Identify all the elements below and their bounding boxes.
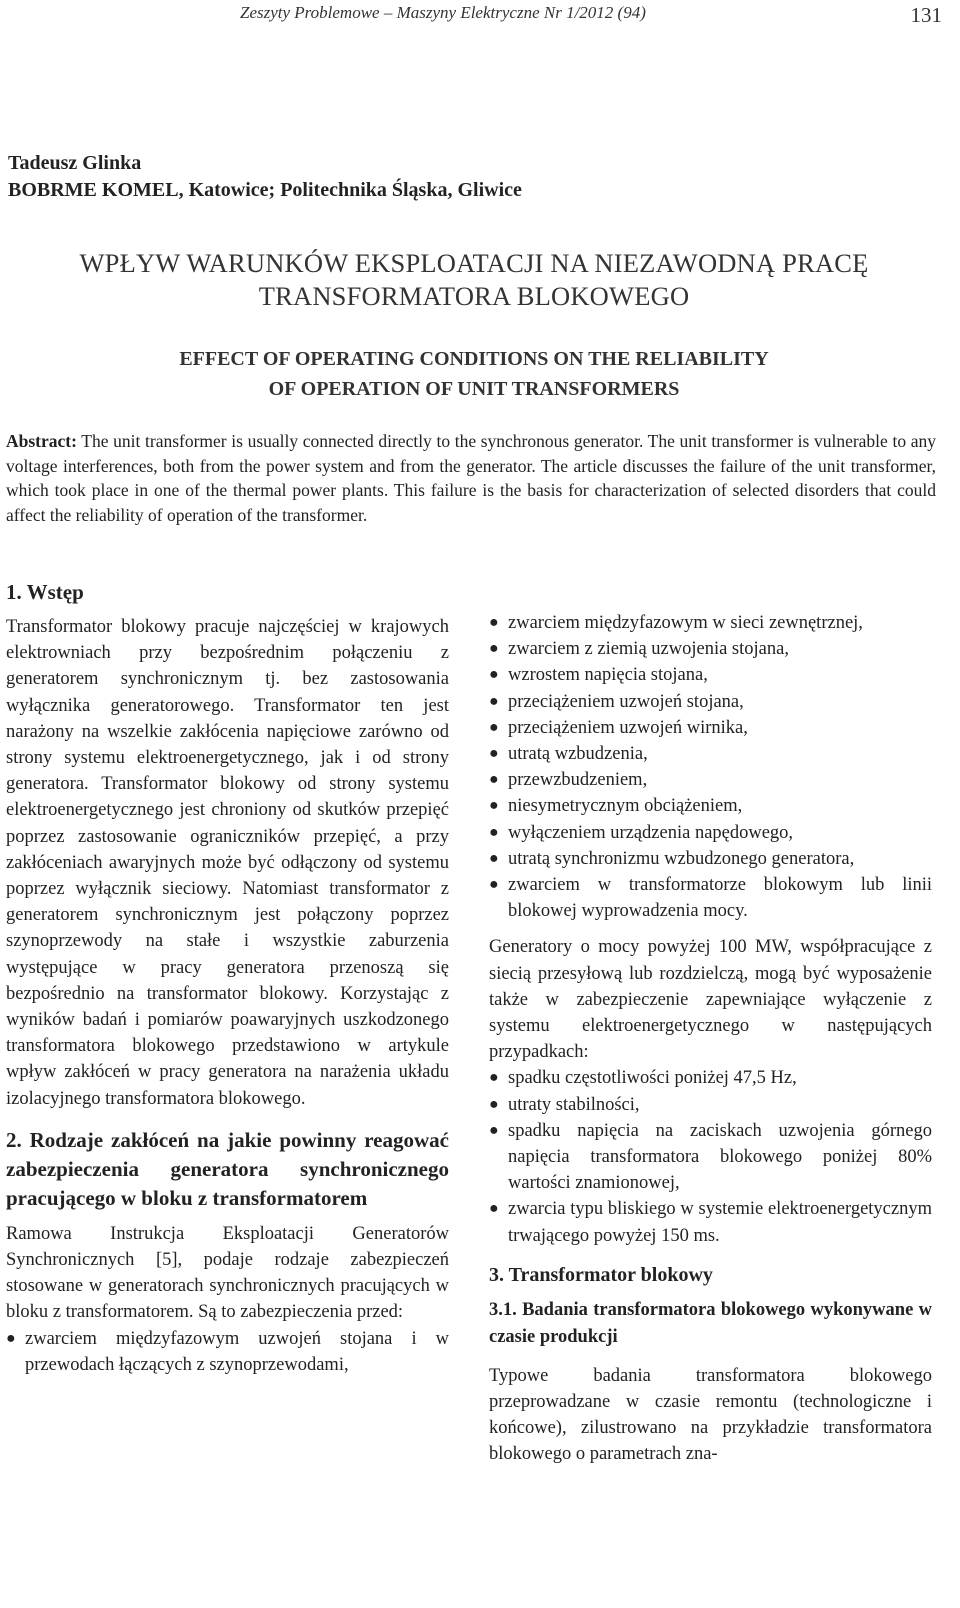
bullet-icon: ● bbox=[489, 797, 499, 815]
title-english bbox=[0, 344, 948, 404]
title-english-line-2: OF OPERATION OF UNIT TRANSFORMERS bbox=[268, 378, 680, 400]
bullet-icon: ● bbox=[489, 1200, 499, 1218]
title-polish-line-1: WPŁYW WARUNKÓW EKSPLOATACJI NA NIEZAWODNĄ PRACĘ bbox=[79, 248, 869, 278]
list-item: ● utratą wzbudzenia, bbox=[489, 741, 932, 767]
section-3-1-text: Typowe badania transformatora blokowego przeprowadzane w czasie remontu (technologiczne i końcowe), zilustrowano na przykładzie transformatora blokowego o parametrach zna- bbox=[489, 1365, 932, 1465]
bullet-icon: ● bbox=[489, 1095, 499, 1113]
bullet-icon: ● bbox=[489, 666, 499, 684]
bullet-icon: ● bbox=[489, 745, 499, 763]
title-english-line-1: EFFECT OF OPERATING CONDITIONS ON THE RELIABILITY bbox=[179, 348, 769, 370]
bullet-icon: ● bbox=[489, 614, 499, 631]
list-item: ● niesymetrycznym obciążeniem, bbox=[489, 793, 932, 819]
bullet-icon: ● bbox=[489, 876, 499, 894]
bullet-icon: ● bbox=[489, 640, 499, 658]
page-number: 131 bbox=[910, 3, 942, 27]
list-item: ● przewzbudzeniem, bbox=[489, 767, 932, 793]
list-item: ● spadku częstotliwości poniżej 47,5 Hz, bbox=[489, 1065, 932, 1091]
list-item: ● zwarciem międzyfazowym w sieci zewnętrznej, bbox=[489, 610, 932, 636]
list-item: ● przeciążeniem uzwojeń stojana, bbox=[489, 689, 932, 715]
author-name: Tadeusz Glinka bbox=[8, 152, 142, 174]
bullet-icon: ● bbox=[489, 1121, 499, 1139]
bullet-icon: ● bbox=[489, 849, 499, 867]
bullet-icon: ● bbox=[6, 1329, 16, 1347]
list-item: ● spadku napięcia na zaciskach uzwojenia górnego napięcia transformatora blokowego poniżej 80% wartości znamionowej, bbox=[489, 1118, 932, 1197]
disconnect-conditions-list bbox=[489, 1065, 932, 1248]
author-block bbox=[8, 150, 522, 204]
section-2-text: Ramowa Instrukcja Eksploatacji Generatorów Synchronicznych [5], podaje rodzaje zabezpieczeń stosowane w generatorach synchronicznych pracujących w bloku z transformatorem. Są to zabezpieczenia przed: bbox=[6, 1223, 449, 1323]
abstract-text: The unit transformer is usually connected directly to the synchronous generator. The unit transformer is vulnerable to any voltage interferences, both from the power system and from the generator. The article discusses the failure of the unit transformer, which took place in one of the thermal power plants. This failure is the basis for characterization of selected disorders that could affect the reliability of operation of the transformer. bbox=[6, 431, 936, 525]
section-1-text: Transformator blokowy pracuje najczęściej w krajowych elektrowniach przy bezpośrednim połączeniu z generatorem synchronicznym tj. bez zastosowania wyłącznika generatorowego. Transformator ten jest narażony na wszelkie zakłócenia napięciowe zarówno od strony systemu elektroenergetycznego, jak i od strony generatora. Transformator blokowy od strony systemu elektroenergetycznego jest chroniony od skutków przepięć poprzez zastosowanie ograniczników przepięć, a przy zakłóceniach awaryjnych może być odłączony od systemu poprzez wyłącznik sieciowy. Natomiast transformator z generatorem synchronicznym jest połączony poprzez szynoprzewody na stałe i wszystkie zaburzenia występujące w pracy generatora przenoszą się bezpośrednio na transformator blokowy. Korzystając z wyników badań i pomiarów poawaryjnych uszkodzonego transformatora blokowego przedstawiono w artykule wpływ zakłóceń w pracy generatora na narażenia układu izolacyjnego transformatora blokowego. bbox=[6, 617, 449, 1109]
spacer bbox=[489, 924, 932, 934]
bullet-icon: ● bbox=[489, 692, 499, 710]
list-item: ● wzrostem napięcia stojana, bbox=[489, 662, 932, 688]
list-item: ● utraty stabilności, bbox=[489, 1092, 932, 1118]
abstract bbox=[6, 429, 936, 527]
list-item: ● zwarciem międzyfazowym uzwojeń stojana i w przewodach łączących z szynoprzewodami, bbox=[6, 1326, 449, 1378]
section-3-1-heading: 3.1. Badania transformatora blokowego wykonywane w czasie produkcji bbox=[489, 1299, 932, 1347]
left-column bbox=[6, 578, 449, 1378]
protection-list-left bbox=[6, 1326, 449, 1378]
bullet-icon: ● bbox=[489, 823, 499, 841]
abstract-label: Abstract: bbox=[6, 431, 77, 451]
title-polish-line-2: TRANSFORMATORA BLOKOWEGO bbox=[258, 281, 690, 311]
section-1-heading: 1. Wstęp bbox=[6, 580, 84, 604]
list-item: ● wyłączeniem urządzenia napędowego, bbox=[489, 820, 932, 846]
list-item: ● utratą synchronizmu wzbudzonego generatora, bbox=[489, 846, 932, 872]
bullet-icon: ● bbox=[489, 1069, 499, 1087]
list-item: ● zwarciem w transformatorze blokowym lub linii blokowej wyprowadzenia mocy. bbox=[489, 872, 932, 924]
list-item: ● zwarciem z ziemią uzwojenia stojana, bbox=[489, 636, 932, 662]
title-polish bbox=[0, 247, 948, 313]
author-affiliation: BOBRME KOMEL, Katowice; Politechnika Śląska, Gliwice bbox=[8, 179, 522, 201]
section-3-heading: 3. Transformator blokowy bbox=[489, 1263, 713, 1286]
section-2-heading: 2. Rodzaje zakłóceń na jakie powinny reagować zabezpieczenia generatora synchronicznego pracującego w bloku z transformatorem bbox=[6, 1127, 449, 1210]
generators-text: Generatory o mocy powyżej 100 MW, współpracujące z siecią przesyłową lub rozdzielczą, mogą być wyposażenie także w zabezpieczenie zapewniające wyłączenie z systemu elektroenergetycznego w następujących przypadkach: bbox=[489, 937, 932, 1063]
bullet-icon: ● bbox=[489, 771, 499, 789]
bullet-icon: ● bbox=[489, 718, 499, 736]
list-item: ● zwarcia typu bliskiego w systemie elektroenergetycznym trwającego powyżej 150 ms. bbox=[489, 1196, 932, 1248]
right-column bbox=[489, 610, 932, 1468]
running-head: Zeszyty Problemowe – Maszyny Elektryczne Nr 1/2012 (94) bbox=[240, 3, 646, 22]
list-item: ● przeciążeniem uzwojeń wirnika, bbox=[489, 715, 932, 741]
protection-list-right bbox=[489, 610, 932, 924]
